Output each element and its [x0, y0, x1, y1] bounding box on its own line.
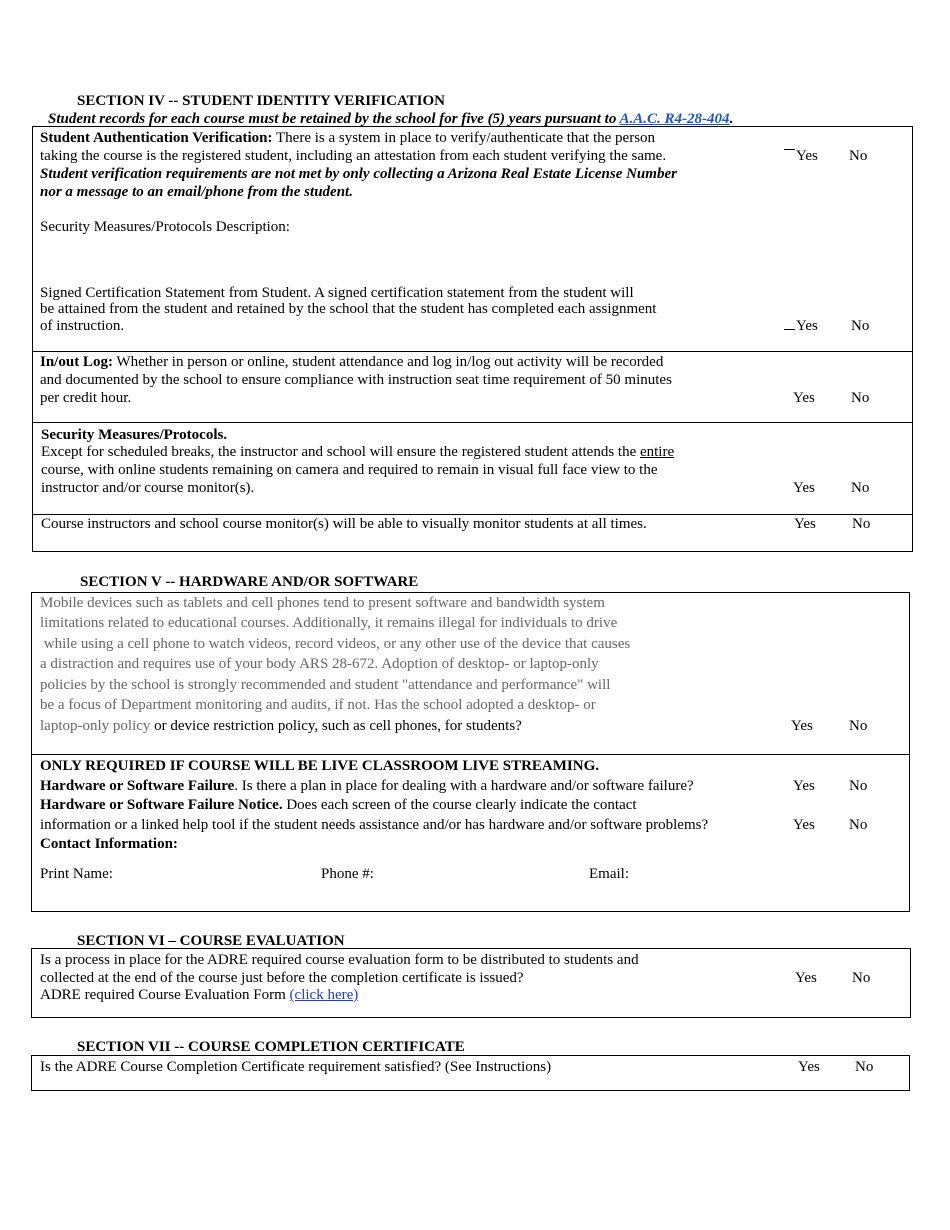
mobile-line-4: a distraction and requires use of your body ARS 28-672. Adoption of desktop- or laptop-only	[40, 656, 599, 672]
security-label: Security Measures/Protocols.	[41, 427, 228, 443]
yes-checkbox[interactable]	[784, 329, 795, 330]
yes-label: Yes	[796, 148, 818, 164]
email-label: Email:	[589, 866, 629, 882]
hw-notice-line-1	[40, 796, 637, 814]
security-desc-label: Security Measures/Protocols Description:	[40, 219, 290, 235]
entire-underlined: entire	[639, 444, 675, 460]
mobile-line-6: be a focus of Department monitoring and audits, if not. Has the school adopted a desktop- or	[40, 697, 596, 713]
cert-line-1: Signed Certification Statement from Student. A signed certification statement from the student will	[40, 285, 634, 301]
hw-failure-line	[40, 777, 694, 795]
eval-form-text: ADRE required Course Evaluation Form	[40, 987, 290, 1003]
section-v-title: SECTION V -- HARDWARE AND/OR SOFTWARE	[80, 574, 419, 590]
retention-end: .	[729, 111, 734, 127]
rule-link[interactable]: A.A.C. R4-28-404	[619, 111, 730, 127]
security-no-option[interactable]: No	[851, 480, 870, 496]
phone-label: Phone #:	[321, 866, 374, 882]
auth-warning-1: Student verification requirements are not met by only collecting a Arizona Real Estate License Number	[40, 166, 677, 182]
yes-label: Yes	[796, 318, 818, 334]
hw-notice-label: Hardware or Software Failure Notice.	[40, 797, 283, 813]
security-text: Except for scheduled breaks, the instructor and school will ensure the registered student attends the	[41, 444, 637, 460]
hw-notice-yes-option[interactable]: Yes	[793, 817, 815, 833]
eval-line-3	[40, 986, 358, 1004]
security-line-1	[41, 443, 674, 461]
monitor-no-option[interactable]: No	[852, 516, 871, 532]
print-name-label: Print Name:	[40, 866, 113, 882]
log-line-3: per credit hour.	[40, 390, 132, 406]
eval-line-1: Is a process in place for the ADRE required course evaluation form to be distributed to students and	[40, 952, 639, 968]
security-yes-option[interactable]: Yes	[793, 480, 815, 496]
live-stream-heading: ONLY REQUIRED IF COURSE WILL BE LIVE CLASSROOM LIVE STREAMING.	[40, 758, 600, 774]
log-yes-option[interactable]: Yes	[793, 390, 815, 406]
divider	[31, 754, 910, 755]
auth-yes-option[interactable]	[784, 147, 818, 165]
mobile-no-option[interactable]: No	[849, 718, 868, 734]
section-vii-title: SECTION VII -- COURSE COMPLETION CERTIFICATE	[77, 1039, 465, 1055]
mobile-yes-option[interactable]: Yes	[791, 718, 813, 734]
auth-no-option[interactable]: No	[849, 148, 868, 164]
cert-line-2: be attained from the student and retained by the school that the student has completed each assignment	[40, 301, 657, 317]
hw-failure-no-option[interactable]: No	[849, 778, 868, 794]
auth-line-2: taking the course is the registered student, including an attestation from each student verifying the same.	[40, 148, 667, 164]
cert-yes-option[interactable]	[784, 317, 818, 335]
yes-checkbox[interactable]	[784, 149, 795, 150]
contact-info-label: Contact Information:	[40, 836, 178, 852]
auth-line-1	[40, 129, 655, 147]
mobile-question: or device restriction policy, such as cell phones, for students?	[150, 718, 522, 734]
log-label: In/out Log:	[40, 354, 113, 370]
eval-line-2: collected at the end of the course just before the completion certificate is issued?	[40, 970, 524, 986]
hw-failure-text: . Is there a plan in place for dealing with a hardware and/or software failure?	[234, 778, 694, 794]
security-line-3: instructor and/or course monitor(s).	[41, 480, 255, 496]
retention-note-text: Student records for each course must be retained by the school for five (5) years pursuant to	[48, 111, 617, 127]
eval-form-link[interactable]: (click here)	[289, 987, 359, 1003]
eval-yes-option[interactable]: Yes	[795, 970, 817, 986]
log-no-option[interactable]: No	[851, 390, 870, 406]
hw-notice-text: Does each screen of the course clearly indicate the contact	[282, 797, 637, 813]
section-iv-title: SECTION IV -- STUDENT IDENTITY VERIFICATION	[77, 93, 446, 109]
auth-text: There is a system in place to verify/authenticate that the person	[276, 130, 656, 146]
security-line-2: course, with online students remaining on camera and required to remain in visual full face view to the	[41, 462, 658, 478]
log-line-2: and documented by the school to ensure compliance with instruction seat time requirement of 50 minutes	[40, 372, 672, 388]
mobile-policy-text: laptop-only policy	[40, 718, 151, 734]
section-vi-title: SECTION VI – COURSE EVALUATION	[77, 933, 345, 949]
divider	[32, 351, 913, 352]
hw-failure-yes-option[interactable]: Yes	[793, 778, 815, 794]
hw-failure-label: Hardware or Software Failure	[40, 778, 235, 794]
monitor-text: Course instructors and school course monitor(s) will be able to visually monitor students at all times.	[41, 516, 647, 532]
divider	[32, 422, 913, 423]
mobile-line-1: Mobile devices such as tablets and cell phones tend to present software and bandwidth system	[40, 595, 605, 611]
mobile-line-5: policies by the school is strongly recommended and student "attendance and performance" will	[40, 677, 611, 693]
cert-no-option[interactable]: No	[851, 318, 870, 334]
cert-line-3: of instruction.	[40, 318, 125, 334]
eval-no-option[interactable]: No	[852, 970, 871, 986]
auth-warning-2: nor a message to an email/phone from the student.	[40, 184, 353, 200]
log-line-1	[40, 353, 663, 371]
log-text: Whether in person or online, student attendance and log in/log out activity will be recorded	[116, 354, 664, 370]
cert-requirement-text: Is the ADRE Course Completion Certificate requirement satisfied? (See Instructions)	[40, 1059, 552, 1075]
auth-label: Student Authentication Verification:	[40, 130, 273, 146]
mobile-line-7	[40, 717, 522, 735]
mobile-line-3: while using a cell phone to watch videos, record videos, or any other use of the device that causes	[40, 636, 631, 652]
hw-notice-no-option[interactable]: No	[849, 817, 868, 833]
cert-req-no-option[interactable]: No	[855, 1059, 874, 1075]
mobile-line-2: limitations related to educational courses. Additionally, it remains illegal for individuals to drive	[40, 615, 618, 631]
cert-req-yes-option[interactable]: Yes	[798, 1059, 820, 1075]
monitor-yes-option[interactable]: Yes	[794, 516, 816, 532]
hw-notice-line-2: information or a linked help tool if the student needs assistance and/or has hardware and/or software problems?	[40, 817, 709, 833]
